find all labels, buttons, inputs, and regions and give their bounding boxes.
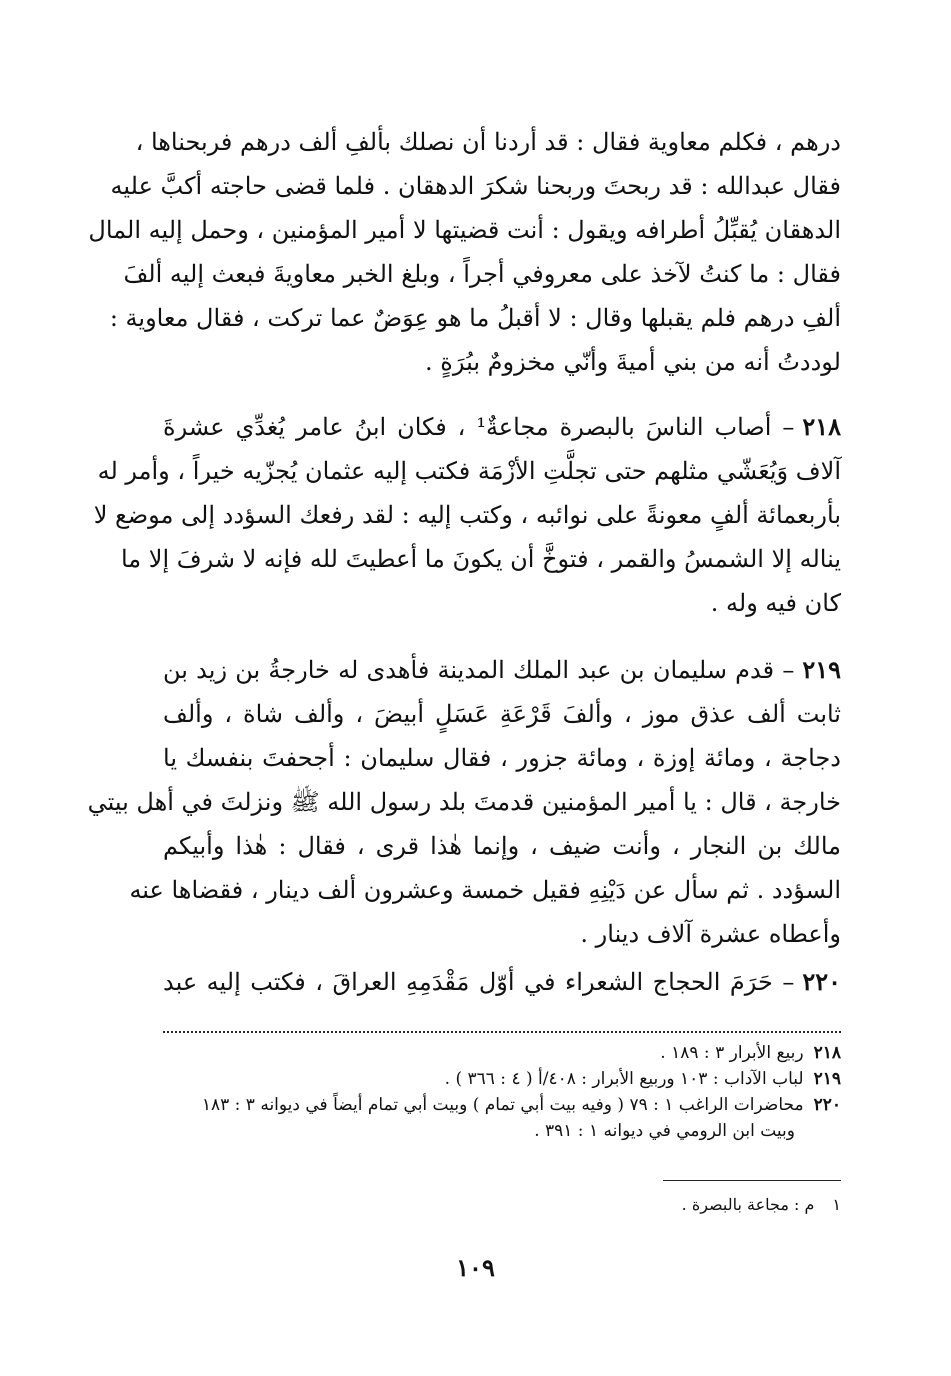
text-line: فقال عبدالله : قد ربحتَ وربحنا شكرَ الدهقان . فلما قضى حاجته أكبَّ عليه	[110, 172, 841, 200]
entry-number: ٢١٩	[802, 655, 841, 684]
footnote	[163, 1192, 841, 1218]
text-line: ثابت ألف عذق موز ، وألفَ قَرْعَةِ عَسَلٍ أبيضَ ، وألف شاة ، وألف	[163, 700, 841, 728]
text-line: يناله إلا الشمسُ والقمر ، فتوخَّ أن يكونَ ما أعطيتَ لله فإنه لا شرفَ إلا ما	[120, 545, 841, 573]
entry-first-line: – قدم سليمان بن عبد الملك المدينة فأهدى له خارجةُ بن زيد بن	[163, 656, 795, 684]
text-line: بأربعمائة ألفٍ معونةً على نوائبه ، وكتب إليه : لقد رفعك السؤدد إلى موضع لا	[93, 501, 841, 529]
source-note	[163, 1092, 841, 1118]
text-line: مالك بن النجار ، وأنت ضيف ، وإنما هٰذا قرى ، فقال : هٰذا وأبيكم	[163, 832, 841, 860]
text-line	[163, 648, 841, 692]
footnote-text: م : مجاعة بالبصرة .	[681, 1195, 815, 1214]
text-line: الدهقان يُقبِّلُ أطرافه ويقول : أنت قضيتها لا أمير المؤمنين ، وحمل إليه المال	[88, 216, 841, 244]
entry-218	[93, 405, 841, 625]
entry-220	[163, 960, 841, 1004]
page-number: ١٠٩	[456, 1253, 495, 1282]
entry-first-line: – حَرَمَ الحجاج الشعراء في أوّل مَقْدَمِهِ العراقَ ، فكتب إليه عبد	[163, 968, 795, 996]
text-line: السؤدد . ثم سأل عن دَيْنِهِ فقيل خمسة وعشرون ألف دينار ، فقضاها عنه	[129, 876, 841, 904]
source-notes	[163, 1040, 841, 1144]
text-line: فقال : ما كنتُ لآخذ على معروفي أجراً ، وبلغ الخبر معاويةَ فبعث إليه ألفَ	[123, 260, 841, 288]
entry-219	[87, 648, 841, 956]
entry-first-line: – أصاب الناسَ بالبصرة مجاعةٌ¹ ، فكان ابنُ عامر يُغدِّي عشرةَ	[163, 413, 795, 441]
entry-number: ٢٢٠	[802, 967, 841, 996]
footnote-number: ١	[832, 1195, 841, 1214]
text-line	[163, 960, 841, 1004]
entry-number: ٢١٨	[802, 412, 841, 441]
source-note	[163, 1066, 841, 1092]
source-text: ربيع الأبرار ٣ : ١٨٩ .	[660, 1043, 804, 1063]
source-note-continuation: وبيت ابن الرومي في ديوانه ١ : ٣٩١ .	[534, 1121, 795, 1141]
text-line: درهم ، فكلم معاوية فقال : قد أردنا أن نصلك بألفِ ألف درهم فربحناها ،	[135, 128, 841, 156]
text-line: دجاجة ، ومائة إوزة ، ومائة جزور ، فقال سليمان : أجحفتَ بنفسك يا	[163, 744, 841, 772]
source-number: ٢٢٠	[813, 1095, 841, 1115]
source-note	[163, 1040, 841, 1066]
text-line: كان فيه وله .	[710, 589, 841, 617]
dotted-divider	[163, 1031, 841, 1033]
text-line: آلاف وَيُعَشّي مثلهم حتى تجلَّتِ الأزْمَة فكتب إليه عثمان يُجزّيه خيراً ، وأمر له	[97, 457, 841, 485]
text-line: وأعطاه عشرة آلاف دينار .	[580, 920, 841, 948]
source-number: ٢١٨	[813, 1043, 841, 1063]
text-line: خارجة ، قال : يا أمير المؤمنين قدمتَ بلد رسول الله ﷺ ونزلتَ في أهل بيتي	[87, 788, 841, 816]
source-text: لباب الآداب : ١٠٣ وربيع الأبرار : ٤٠٨/أ ( ٤ : ٣٦٦ ) .	[444, 1069, 804, 1089]
text-line	[163, 405, 841, 449]
text-line: لوددتُ أنه من بني أميةَ وأنّي مخزومٌ ببُرَةٍ .	[425, 348, 841, 376]
source-number: ٢١٩	[813, 1069, 841, 1089]
source-text: محاضرات الراغب ١ : ٧٩ ( وفيه بيت أبي تمام ) وبيت أبي تمام أيضاً في ديوانه ٣ : ١٨٣	[201, 1095, 804, 1115]
footnote-rule	[663, 1180, 841, 1181]
text-line: ألفِ درهم فلم يقبلها وقال : لا أقبلُ ما هو عِوَضٌ عما تركت ، فقال معاوية :	[109, 304, 841, 332]
paragraph-continuation	[88, 120, 841, 384]
